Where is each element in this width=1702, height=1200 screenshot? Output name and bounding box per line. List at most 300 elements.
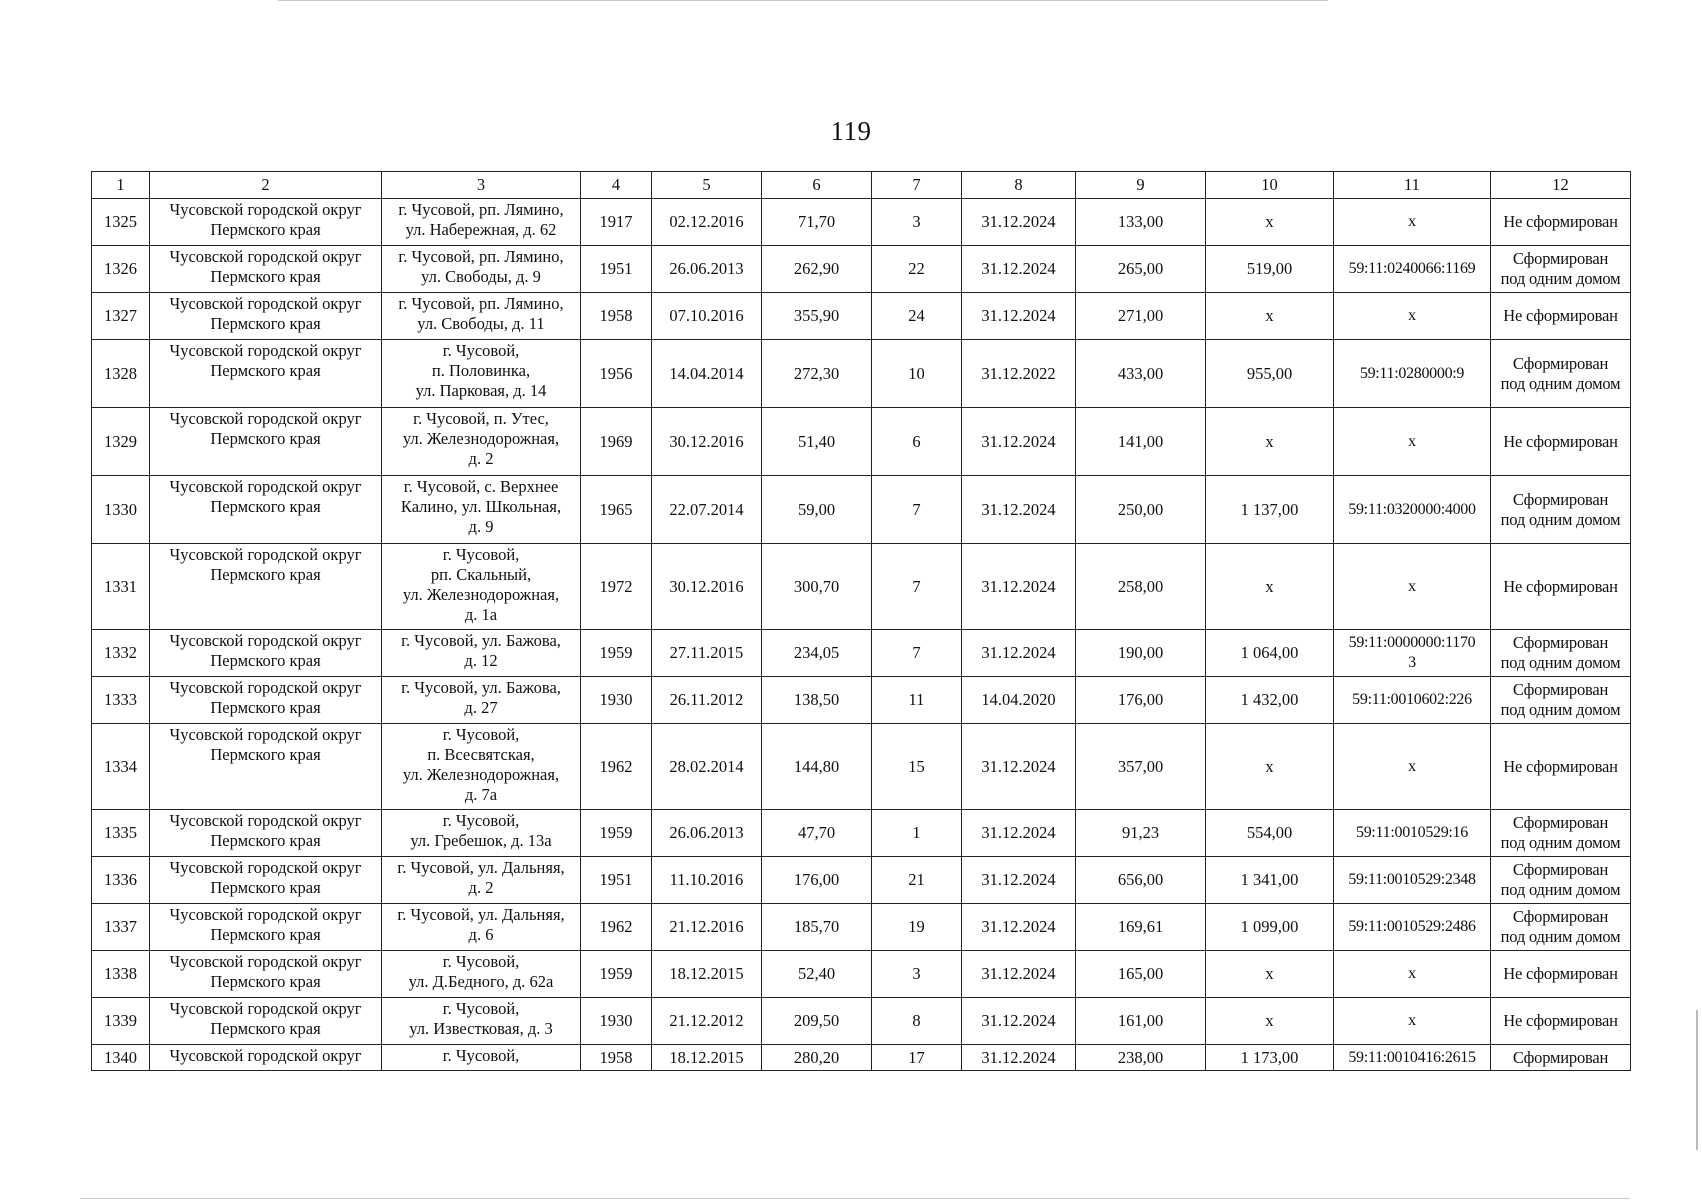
municipality-line: Пермского края: [210, 1019, 321, 1038]
municipality-line: Пермского края: [210, 429, 321, 448]
municipality-cell: [150, 476, 382, 544]
status-cell-lines: [1492, 354, 1629, 394]
scan-artifact-right-edge: [1696, 1010, 1698, 1150]
column-header: 5: [652, 172, 762, 199]
address-line: г. Чусовой,: [442, 341, 520, 360]
status-cell: [1491, 246, 1631, 293]
column-header: 6: [762, 172, 872, 199]
cadastral-number-cell-lines: [1335, 432, 1489, 452]
count-cell: 7: [872, 544, 962, 630]
status-line: под одним домом: [1500, 927, 1621, 946]
deadline-cell: 31.12.2024: [962, 476, 1076, 544]
status-cell: [1491, 998, 1631, 1045]
address-line: д. 9: [468, 517, 494, 536]
table-row: [92, 544, 1631, 630]
municipality-line: Чусовской городской округ: [169, 545, 362, 564]
column-10-value-cell: x: [1206, 724, 1334, 810]
column-9-value-cell: 190,00: [1076, 630, 1206, 677]
deadline-cell: 14.04.2020: [962, 677, 1076, 724]
column-header: 3: [382, 172, 581, 199]
year-cell: 1951: [581, 246, 652, 293]
column-10-value-cell: 1 173,00: [1206, 1045, 1334, 1071]
year-cell: 1956: [581, 340, 652, 408]
status-cell: [1491, 476, 1631, 544]
status-line: Сформирован: [1512, 813, 1609, 832]
municipality-line: Пермского края: [210, 651, 321, 670]
status-line: Сформирован: [1512, 860, 1609, 879]
cadastral-number-cell: [1334, 630, 1491, 677]
address-line: ул. Гребешок, д. 13а: [410, 831, 552, 850]
address-line: г. Чусовой, ул. Дальняя,: [397, 905, 565, 924]
deadline-cell: 31.12.2024: [962, 293, 1076, 340]
table-row: [92, 246, 1631, 293]
status-cell: [1491, 724, 1631, 810]
municipality-cell: [150, 810, 382, 857]
status-line: под одним домом: [1500, 833, 1621, 852]
table-row: [92, 408, 1631, 476]
year-cell: 1962: [581, 724, 652, 810]
municipality-cell: [150, 544, 382, 630]
cadastral-number-cell-lines: [1335, 870, 1489, 890]
date-cell: 21.12.2016: [652, 904, 762, 951]
address-line: Калино, ул. Школьная,: [400, 497, 562, 516]
table-row: [92, 476, 1631, 544]
status-cell-lines: [1492, 1048, 1629, 1068]
address-line: ул. Свободы, д. 9: [421, 267, 541, 286]
municipality-cell-lines: [151, 409, 380, 449]
year-cell: 1959: [581, 810, 652, 857]
status-cell: [1491, 857, 1631, 904]
status-line: под одним домом: [1500, 700, 1621, 719]
municipality-line: Пермского края: [210, 925, 321, 944]
municipality-line: Чусовской городской округ: [169, 477, 362, 496]
municipality-line: Чусовской городской округ: [169, 1046, 362, 1065]
column-header: 10: [1206, 172, 1334, 199]
municipality-line: Пермского края: [210, 831, 321, 850]
status-cell-lines: [1492, 306, 1629, 326]
column-9-value-cell: 656,00: [1076, 857, 1206, 904]
municipality-line: Чусовской городской округ: [169, 905, 362, 924]
address-line: г. Чусовой, рп. Лямино,: [398, 247, 564, 266]
column-9-value-cell: 250,00: [1076, 476, 1206, 544]
column-9-value-cell: 165,00: [1076, 951, 1206, 998]
status-cell: [1491, 630, 1631, 677]
table-row: [92, 340, 1631, 408]
year-cell: 1969: [581, 408, 652, 476]
count-cell: 1: [872, 810, 962, 857]
count-cell: 21: [872, 857, 962, 904]
status-line: Не сформирован: [1503, 576, 1618, 596]
address-cell-lines: [383, 200, 579, 240]
area-cell: 51,40: [762, 408, 872, 476]
status-cell-lines: [1492, 490, 1629, 530]
address-cell: [382, 951, 581, 998]
cadastral-line: x: [1408, 577, 1416, 595]
scan-artifact-top-line: [278, 0, 1328, 1]
column-9-value-cell: 133,00: [1076, 199, 1206, 246]
municipality-cell-lines: [151, 858, 380, 898]
column-9-value-cell: 238,00: [1076, 1045, 1206, 1071]
column-10-value-cell: x: [1206, 408, 1334, 476]
area-cell: 300,70: [762, 544, 872, 630]
cadastral-number-cell-lines: [1335, 964, 1489, 984]
row-number-cell: 1332: [92, 630, 150, 677]
date-cell: 26.11.2012: [652, 677, 762, 724]
status-cell: [1491, 544, 1631, 630]
deadline-cell: 31.12.2022: [962, 340, 1076, 408]
row-number-cell: 1336: [92, 857, 150, 904]
cadastral-number-cell-lines: [1335, 577, 1489, 597]
status-line: Не сформирован: [1503, 964, 1618, 983]
address-cell: [382, 544, 581, 630]
cadastral-line: x: [1408, 213, 1416, 230]
status-cell: [1491, 340, 1631, 408]
address-line: д. 7а: [464, 785, 498, 804]
cadastral-number-cell-lines: [1335, 633, 1489, 673]
address-cell-lines: [383, 952, 579, 992]
table-row: [92, 951, 1631, 998]
address-cell-lines: [383, 545, 579, 625]
cadastral-number-cell-lines: [1335, 500, 1489, 520]
count-cell: 6: [872, 408, 962, 476]
column-header: 2: [150, 172, 382, 199]
municipality-cell-lines: [151, 678, 380, 718]
address-cell: [382, 1045, 581, 1071]
address-line: ул. Д.Бедного, д. 62а: [408, 972, 554, 991]
year-cell: 1965: [581, 476, 652, 544]
cadastral-number-cell: [1334, 998, 1491, 1045]
municipality-cell: [150, 677, 382, 724]
municipality-cell-lines: [151, 952, 380, 992]
status-cell-lines: [1492, 964, 1629, 984]
year-cell: 1958: [581, 1045, 652, 1071]
deadline-cell: 31.12.2024: [962, 810, 1076, 857]
municipality-line: Пермского края: [210, 698, 321, 717]
address-cell-lines: [383, 341, 579, 401]
municipality-line: Пермского края: [210, 745, 321, 764]
area-cell: 272,30: [762, 340, 872, 408]
address-cell-lines: [383, 294, 579, 334]
date-cell: 22.07.2014: [652, 476, 762, 544]
status-line: Сформирован: [1512, 680, 1609, 699]
page-number: 119: [830, 116, 872, 146]
address-line: д. 2: [468, 449, 494, 468]
row-number-cell: 1325: [92, 199, 150, 246]
column-10-value-cell: x: [1206, 544, 1334, 630]
municipality-cell-lines: [151, 905, 380, 945]
count-cell: 24: [872, 293, 962, 340]
address-line: ул. Свободы, д. 11: [417, 314, 545, 333]
cadastral-number-cell: [1334, 724, 1491, 810]
address-line: ул. Железнодорожная,: [402, 585, 560, 604]
cadastral-number-cell-lines: [1335, 823, 1489, 843]
address-cell-lines: [383, 678, 579, 718]
municipality-cell-lines: [151, 725, 380, 765]
status-cell-lines: [1492, 907, 1629, 947]
status-cell-lines: [1492, 212, 1629, 232]
address-cell: [382, 199, 581, 246]
status-line: Не сформирован: [1503, 431, 1618, 451]
municipality-cell: [150, 1045, 382, 1071]
row-number-cell: 1329: [92, 408, 150, 476]
municipality-line: Пермского края: [210, 314, 321, 333]
year-cell: 1958: [581, 293, 652, 340]
status-line: Сформирован: [1512, 907, 1609, 926]
count-cell: 10: [872, 340, 962, 408]
area-cell: 185,70: [762, 904, 872, 951]
municipality-cell: [150, 408, 382, 476]
deadline-cell: 31.12.2024: [962, 199, 1076, 246]
address-cell-lines: [383, 999, 579, 1039]
area-cell: 176,00: [762, 857, 872, 904]
address-line: ул. Железнодорожная,: [402, 429, 560, 448]
municipality-line: Чусовской городской округ: [169, 811, 362, 830]
row-number-cell: 1326: [92, 246, 150, 293]
municipality-line: Чусовской городской округ: [169, 294, 362, 313]
cadastral-number-cell-lines: [1335, 306, 1489, 326]
address-line: г. Чусовой,: [442, 811, 520, 830]
column-10-value-cell: x: [1206, 998, 1334, 1045]
column-10-value-cell: 1 064,00: [1206, 630, 1334, 677]
column-9-value-cell: 169,61: [1076, 904, 1206, 951]
status-line: под одним домом: [1500, 373, 1621, 393]
row-number-cell: 1337: [92, 904, 150, 951]
row-number-cell: 1330: [92, 476, 150, 544]
cadastral-number-cell: [1334, 951, 1491, 998]
cadastral-number-cell-lines: [1335, 917, 1489, 937]
status-cell: [1491, 677, 1631, 724]
count-cell: 15: [872, 724, 962, 810]
year-cell: 1962: [581, 904, 652, 951]
area-cell: 209,50: [762, 998, 872, 1045]
date-cell: 26.06.2013: [652, 810, 762, 857]
address-cell: [382, 476, 581, 544]
cadastral-line: x: [1408, 432, 1416, 450]
area-cell: 47,70: [762, 810, 872, 857]
table-row: [92, 677, 1631, 724]
status-cell-lines: [1492, 813, 1629, 853]
municipality-line: Пермского края: [210, 497, 321, 516]
cadastral-number-cell-lines: [1335, 212, 1489, 232]
cadastral-line: 59:11:0320000:4000: [1348, 500, 1476, 518]
column-header: 9: [1076, 172, 1206, 199]
cadastral-number-cell-lines: [1335, 364, 1489, 384]
municipality-line: Пермского края: [210, 878, 321, 897]
date-cell: 27.11.2015: [652, 630, 762, 677]
municipality-line: Чусовской городской округ: [169, 999, 362, 1018]
municipality-line: Чусовской городской округ: [169, 678, 362, 697]
status-line: под одним домом: [1500, 653, 1621, 672]
status-cell: [1491, 951, 1631, 998]
row-number-cell: 1339: [92, 998, 150, 1045]
year-cell: 1930: [581, 998, 652, 1045]
status-cell-lines: [1492, 757, 1629, 777]
column-10-value-cell: 519,00: [1206, 246, 1334, 293]
count-cell: 22: [872, 246, 962, 293]
cadastral-number-cell: [1334, 810, 1491, 857]
cadastral-line: 59:11:0280000:9: [1359, 364, 1465, 382]
cadastral-line: x: [1408, 1012, 1416, 1029]
address-line: д. 6: [468, 925, 494, 944]
count-cell: 3: [872, 951, 962, 998]
address-cell-lines: [383, 477, 579, 537]
column-10-value-cell: 955,00: [1206, 340, 1334, 408]
address-line: г. Чусовой, с. Верхнее: [403, 477, 559, 496]
status-cell-lines: [1492, 633, 1629, 673]
cadastral-number-cell: [1334, 857, 1491, 904]
register-table: [91, 171, 1631, 1071]
date-cell: 02.12.2016: [652, 199, 762, 246]
count-cell: 8: [872, 998, 962, 1045]
address-cell: [382, 677, 581, 724]
status-cell-lines: [1492, 1011, 1629, 1031]
status-line: Сформирован: [1512, 489, 1609, 509]
deadline-cell: 31.12.2024: [962, 544, 1076, 630]
municipality-cell: [150, 857, 382, 904]
address-line: д. 1а: [464, 605, 498, 624]
date-cell: 18.12.2015: [652, 1045, 762, 1071]
status-line: под одним домом: [1500, 509, 1621, 529]
status-cell: [1491, 904, 1631, 951]
address-line: п. Половинка,: [431, 361, 531, 380]
count-cell: 3: [872, 199, 962, 246]
table-row: [92, 998, 1631, 1045]
status-line: Не сформирован: [1503, 306, 1618, 325]
status-cell: [1491, 810, 1631, 857]
municipality-cell: [150, 199, 382, 246]
date-cell: 21.12.2012: [652, 998, 762, 1045]
cadastral-number-cell: [1334, 246, 1491, 293]
municipality-cell-lines: [151, 341, 380, 381]
column-9-value-cell: 141,00: [1076, 408, 1206, 476]
cadastral-number-cell-lines: [1335, 690, 1489, 710]
municipality-line: Чусовской городской округ: [169, 200, 362, 219]
address-line: г. Чусовой,: [442, 999, 520, 1018]
count-cell: 7: [872, 476, 962, 544]
year-cell: 1930: [581, 677, 652, 724]
area-cell: 59,00: [762, 476, 872, 544]
area-cell: 138,50: [762, 677, 872, 724]
deadline-cell: 31.12.2024: [962, 246, 1076, 293]
table-row: [92, 904, 1631, 951]
date-cell: 30.12.2016: [652, 408, 762, 476]
year-cell: 1951: [581, 857, 652, 904]
year-cell: 1959: [581, 951, 652, 998]
cadastral-number-cell: [1334, 904, 1491, 951]
count-cell: 11: [872, 677, 962, 724]
cadastral-number-cell: [1334, 293, 1491, 340]
address-line: рп. Скальный,: [430, 565, 532, 584]
row-number-cell: 1333: [92, 677, 150, 724]
deadline-cell: 31.12.2024: [962, 857, 1076, 904]
table-row: [92, 293, 1631, 340]
deadline-cell: 31.12.2024: [962, 630, 1076, 677]
row-number-cell: 1331: [92, 544, 150, 630]
municipality-cell: [150, 951, 382, 998]
status-cell-lines: [1492, 680, 1629, 720]
municipality-cell: [150, 630, 382, 677]
status-cell-lines: [1492, 432, 1629, 452]
deadline-cell: 31.12.2024: [962, 998, 1076, 1045]
column-10-value-cell: x: [1206, 951, 1334, 998]
cadastral-line: x: [1408, 965, 1416, 982]
status-cell-lines: [1492, 249, 1629, 289]
municipality-cell: [150, 904, 382, 951]
address-cell: [382, 724, 581, 810]
column-9-value-cell: 176,00: [1076, 677, 1206, 724]
address-line: д. 12: [464, 651, 498, 670]
municipality-cell: [150, 340, 382, 408]
column-header: 12: [1491, 172, 1631, 199]
municipality-cell-lines: [151, 294, 380, 334]
address-cell-lines: [383, 1046, 579, 1066]
cadastral-number-cell: [1334, 476, 1491, 544]
municipality-line: Пермского края: [210, 220, 321, 239]
status-line: Не сформирован: [1503, 1011, 1618, 1030]
status-line: Не сформирован: [1503, 756, 1618, 776]
cadastral-number-cell: [1334, 1045, 1491, 1071]
column-10-value-cell: 1 099,00: [1206, 904, 1334, 951]
cadastral-number-cell: [1334, 340, 1491, 408]
column-number-header-row: [92, 172, 1631, 199]
cadastral-line: x: [1408, 757, 1416, 775]
municipality-cell-lines: [151, 999, 380, 1039]
column-9-value-cell: 161,00: [1076, 998, 1206, 1045]
table-row: [92, 199, 1631, 246]
address-cell: [382, 246, 581, 293]
column-10-value-cell: 1 341,00: [1206, 857, 1334, 904]
column-10-value-cell: 1 432,00: [1206, 677, 1334, 724]
cadastral-number-cell: [1334, 677, 1491, 724]
address-cell-lines: [383, 247, 579, 287]
address-cell: [382, 998, 581, 1045]
cadastral-line: 59:11:0010529:2486: [1348, 918, 1476, 935]
municipality-line: Чусовской городской округ: [169, 247, 362, 266]
status-cell: [1491, 1045, 1631, 1071]
column-header: 4: [581, 172, 652, 199]
count-cell: 19: [872, 904, 962, 951]
address-cell: [382, 340, 581, 408]
address-cell-lines: [383, 858, 579, 898]
row-number-cell: 1338: [92, 951, 150, 998]
cadastral-line: 59:11:0010602:226: [1352, 691, 1472, 708]
status-cell: [1491, 293, 1631, 340]
municipality-line: Пермского края: [210, 972, 321, 991]
address-line: ул. Известковая, д. 3: [409, 1019, 553, 1038]
column-header: 1: [92, 172, 150, 199]
status-line: Сформирован: [1512, 353, 1609, 373]
address-line: ул. Парковая, д. 14: [415, 381, 547, 400]
column-9-value-cell: 258,00: [1076, 544, 1206, 630]
municipality-cell-lines: [151, 1046, 380, 1066]
address-line: г. Чусовой,: [442, 952, 520, 971]
column-header: 7: [872, 172, 962, 199]
address-cell: [382, 857, 581, 904]
municipality-line: Пермского края: [210, 267, 321, 286]
column-9-value-cell: 271,00: [1076, 293, 1206, 340]
municipality-line: Пермского края: [210, 565, 321, 584]
column-9-value-cell: 91,23: [1076, 810, 1206, 857]
column-10-value-cell: x: [1206, 199, 1334, 246]
row-number-cell: 1340: [92, 1045, 150, 1071]
column-header: 8: [962, 172, 1076, 199]
deadline-cell: 31.12.2024: [962, 951, 1076, 998]
table-row: [92, 1045, 1631, 1071]
column-9-value-cell: 433,00: [1076, 340, 1206, 408]
address-line: г. Чусовой,: [442, 545, 520, 564]
address-line: д. 2: [468, 878, 494, 897]
deadline-cell: 31.12.2024: [962, 1045, 1076, 1071]
